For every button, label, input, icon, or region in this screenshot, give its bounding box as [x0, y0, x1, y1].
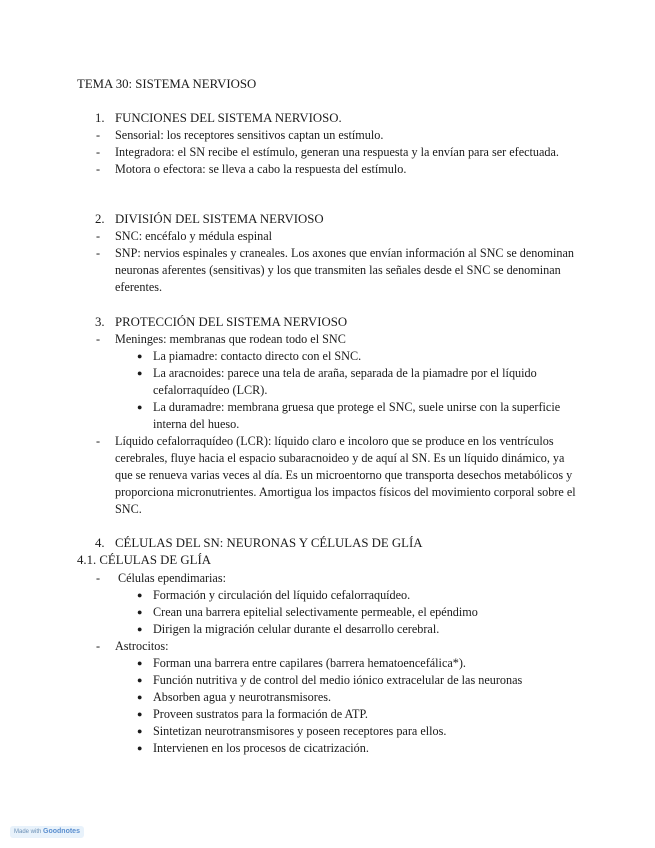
bullet-marker: ● — [137, 590, 143, 600]
bullet-item — [0, 348, 655, 365]
document-title: TEMA 30: SISTEMA NERVIOSO — [77, 77, 257, 91]
goodnotes-badge — [10, 826, 84, 838]
list-item — [0, 161, 655, 178]
item-text: Sensorial: los receptores sensitivos captan un estímulo. — [115, 128, 384, 142]
badge-prefix: Made with — [14, 829, 42, 835]
bullet-marker: ● — [137, 675, 143, 685]
bullet-item — [0, 706, 655, 723]
bullet-text: La piamadre: contacto directo con el SNC. — [153, 349, 362, 363]
bullet-text: Absorben agua y neurotransmisores. — [153, 690, 332, 704]
bullet-marker: ● — [137, 624, 143, 634]
bullet-text: La duramadre: membrana gruesa que protege el SNC, suele unirse con la superficie interna del hueso. — [153, 400, 561, 431]
bullet-text: Intervienen en los procesos de cicatrización. — [153, 741, 369, 755]
item-text: SNC: encéfalo y médula espinal — [115, 229, 273, 243]
dash-marker: - — [96, 229, 101, 243]
bullet-marker: ● — [137, 402, 143, 412]
section-title: PROTECCIÓN DEL SISTEMA NERVIOSO — [115, 315, 348, 329]
list-item — [0, 331, 655, 348]
bullet-item — [0, 587, 655, 604]
bullet-marker: ● — [137, 743, 143, 753]
bullet-item — [0, 723, 655, 740]
dash-marker: - — [96, 145, 101, 159]
section-title: DIVISIÓN DEL SISTEMA NERVIOSO — [115, 212, 324, 226]
item-text: Células ependimarias: — [118, 571, 226, 585]
section-number: 2. — [95, 212, 105, 226]
item-text: SNP: nervios espinales y craneales. Los axones que envían información al SNC se denominan neuronas aferentes (sensitivas) y los que transmiten las señales desde el SNC se denominan eferentes. — [115, 246, 574, 294]
bullet-marker: ● — [137, 368, 143, 378]
section-heading — [0, 110, 655, 127]
bullet-marker: ● — [137, 709, 143, 719]
section-title: FUNCIONES DEL SISTEMA NERVIOSO. — [115, 111, 342, 125]
subsection-glia — [0, 570, 655, 757]
list-item — [0, 245, 655, 296]
dash-marker: - — [96, 246, 101, 260]
dash-marker: - — [96, 434, 101, 448]
bullet-marker: ● — [137, 607, 143, 617]
bullet-marker: ● — [137, 692, 143, 702]
bullet-text: La aracnoides: parece una tela de araña, separada de la piamadre por el líquido cefalorraquídeo (LCR). — [153, 366, 537, 397]
list-item — [0, 127, 655, 144]
bullet-marker: ● — [137, 351, 143, 361]
section-funciones — [0, 110, 655, 178]
dash-marker: - — [96, 639, 101, 653]
bullet-text: Crean una barrera epitelial selectivamente permeable, el epéndimo — [153, 605, 478, 619]
bullet-text: Sintetizan neurotransmisores y poseen receptores para ellos. — [153, 724, 447, 738]
section-division — [0, 211, 655, 296]
item-text: Astrocitos: — [115, 639, 169, 653]
bullet-item — [0, 621, 655, 638]
bullet-item — [0, 672, 655, 689]
badge-brand: Goodnotes — [43, 828, 80, 835]
bullet-item — [0, 740, 655, 757]
dash-marker: - — [96, 128, 101, 142]
list-item — [0, 144, 655, 161]
item-text: Integradora: el SN recibe el estímulo, generan una respuesta y la envían para ser efectuada. — [115, 145, 559, 159]
section-number: 1. — [95, 111, 105, 125]
section-number: 4. — [95, 536, 105, 550]
bullet-item — [0, 399, 655, 433]
bullet-text: Forman una barrera entre capilares (barrera hematoencefálica*). — [153, 656, 466, 670]
section-heading — [0, 535, 655, 552]
section-proteccion — [0, 314, 655, 518]
section-title: CÉLULAS DEL SN: NEURONAS Y CÉLULAS DE GLÍA — [115, 536, 423, 550]
bullet-item — [0, 655, 655, 672]
bullet-marker: ● — [137, 658, 143, 668]
dash-marker: - — [96, 162, 101, 176]
bullet-text: Proveen sustratos para la formación de ATP. — [153, 707, 368, 721]
bullet-text: Función nutritiva y de control del medio iónico extracelular de las neuronas — [153, 673, 523, 687]
bullet-item — [0, 604, 655, 621]
list-item — [0, 433, 655, 518]
bullet-text: Dirigen la migración celular durante el desarrollo cerebral. — [153, 622, 440, 636]
item-text: Motora o efectora: se lleva a cabo la respuesta del estímulo. — [115, 162, 407, 176]
item-text: Líquido cefalorraquídeo (LCR): líquido claro e incoloro que se produce en los ventrículos cerebrales, fluye hacia el espacio subaracnoideo y de aquí al SN. Es un líquido dinámico, ya que se renueva varias veces al día. Es un microentorno que transporta desechos metabólicos y proporciona micronutrientes. Amortigua los impactos físicos del movimiento corporal sobre el SNC. — [115, 434, 576, 516]
bullet-item — [0, 365, 655, 399]
item-text: Meninges: membranas que rodean todo el SNC — [115, 332, 346, 346]
subsection-heading: 4.1. CÉLULAS DE GLÍA — [77, 553, 211, 567]
list-item — [0, 638, 655, 655]
bullet-marker: ● — [137, 726, 143, 736]
section-celulas — [0, 535, 655, 552]
list-item — [0, 570, 655, 587]
bullet-item — [0, 689, 655, 706]
list-item — [0, 228, 655, 245]
dash-marker: - — [96, 332, 101, 346]
section-number: 3. — [95, 315, 105, 329]
section-heading — [0, 211, 655, 228]
dash-marker: - — [96, 571, 101, 585]
bullet-text: Formación y circulación del líquido cefalorraquídeo. — [153, 588, 411, 602]
section-heading — [0, 314, 655, 331]
